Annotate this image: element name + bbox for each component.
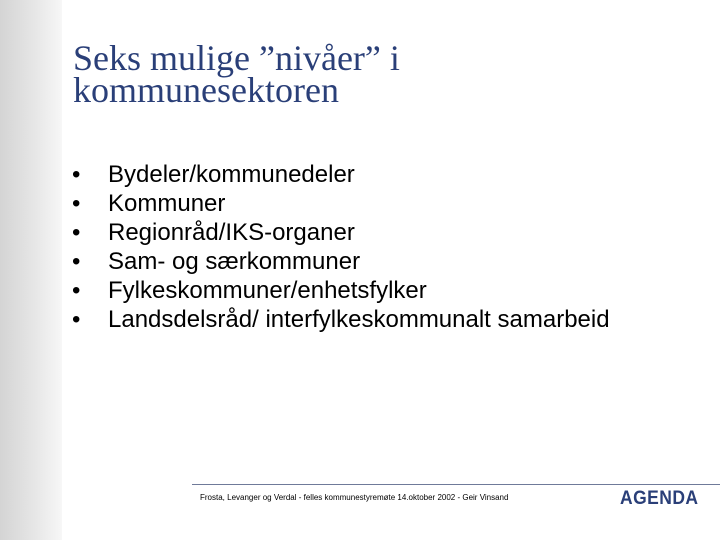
bullet-item [72, 189, 640, 218]
bullet-icon: • [72, 190, 81, 217]
bullet-text: Kommuner [108, 190, 226, 217]
agenda-logo: AGENDA [620, 488, 699, 509]
footer-text: Frosta, Levanger og Verdal - felles kommunestyremøte 14.oktober 2002 - Geir Vinsand [200, 493, 509, 502]
bullet-text: Regionråd/IKS-organer [108, 219, 355, 246]
bullet-item [72, 247, 640, 276]
bullet-icon: • [72, 248, 81, 275]
bullet-item [72, 160, 640, 189]
bullet-text: Sam- og særkommuner [108, 248, 361, 275]
title-line-1: Seks mulige ”nivåer” i [73, 38, 400, 78]
bullet-icon: • [72, 277, 81, 304]
bullet-text: Bydeler/kommunedeler [108, 161, 355, 188]
title-line-2: kommunesektoren [73, 70, 339, 110]
bullet-item [72, 305, 640, 334]
footer-divider [192, 484, 720, 485]
bullet-list [72, 160, 640, 334]
bullet-item [72, 218, 640, 247]
bullet-icon: • [72, 306, 81, 333]
bullet-text: Fylkeskommuner/enhetsfylker [108, 277, 427, 304]
bullet-text: Landsdelsråd/ interfylkeskommunalt samarbeid [108, 306, 610, 333]
bullet-icon: • [72, 219, 81, 246]
slide-title [73, 38, 673, 110]
bullet-icon: • [72, 161, 81, 188]
bullet-item [72, 276, 640, 305]
side-gradient-band [0, 0, 62, 540]
